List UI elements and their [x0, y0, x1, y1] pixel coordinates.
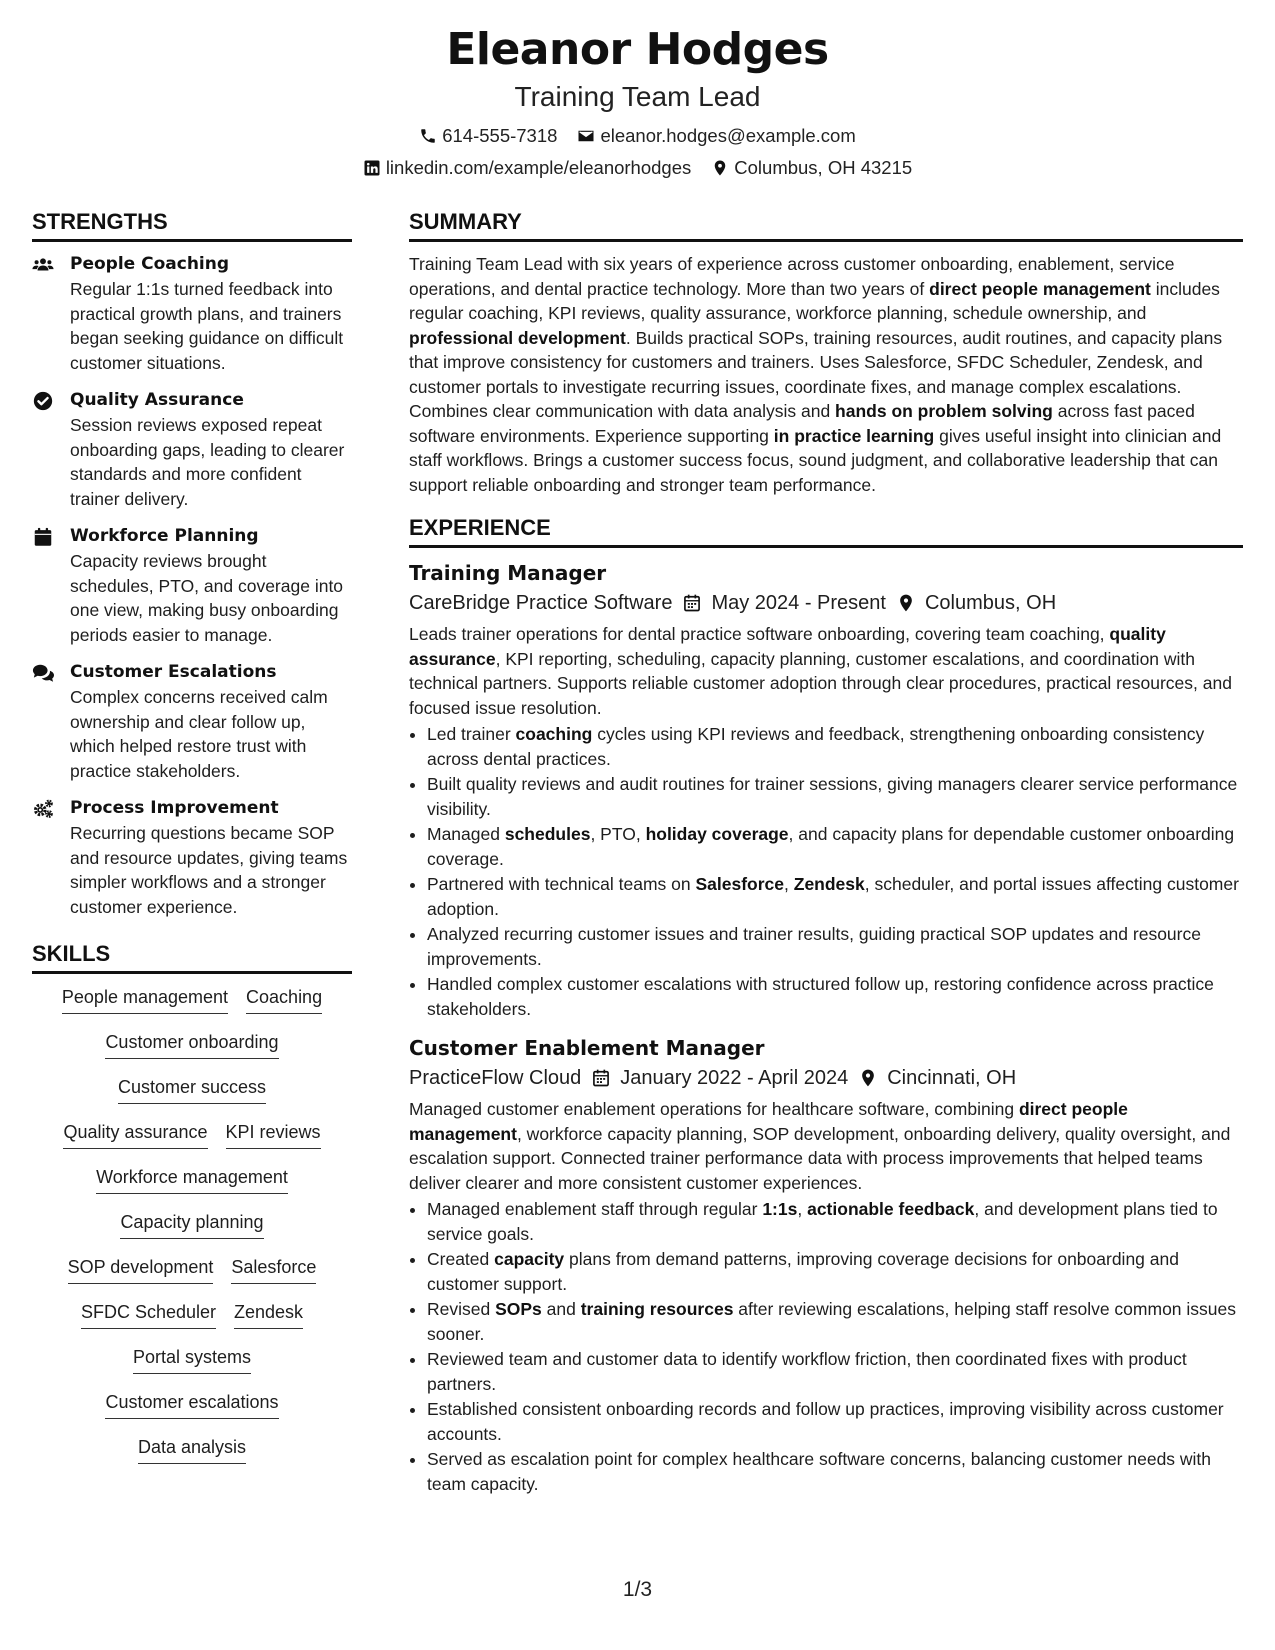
skill-tag: KPI reviews	[226, 1119, 321, 1149]
job-meta	[409, 588, 1243, 618]
skill-row	[32, 1074, 352, 1119]
bold-text: 1:1s	[762, 1199, 798, 1219]
text-segment: , PTO,	[590, 824, 646, 844]
map-marker-icon	[858, 1068, 878, 1088]
phone-text: 614-555-7318	[442, 125, 558, 146]
strength-desc: Session reviews exposed repeat onboarding gaps, leading to clearer standards and more confident trainer delivery.	[70, 415, 345, 509]
job-description	[409, 622, 1243, 720]
strength-title: People Coaching	[70, 254, 230, 274]
experience-heading: EXPERIENCE	[409, 511, 1243, 548]
strength-item	[32, 252, 352, 375]
text-segment: . Builds practical SOPs, training resources, audit routines, and capacity plans that improve consistency for customers and trainers. Uses Salesforce, SFDC Scheduler, Zendesk, and customer portals to investigate recurring issues, coordinate fixes, and manage complex escalations. Combines clear communication with data analysis and	[409, 327, 1223, 421]
strength-title: Customer Escalations	[70, 662, 277, 682]
bold-text: holiday coverage	[645, 824, 789, 844]
bold-text: capacity	[494, 1249, 565, 1269]
strength-desc: Recurring questions became SOP and resource updates, giving teams simpler workflows and a stronger customer experience.	[70, 823, 348, 917]
text-segment: Reviewed team and customer data to identify workflow friction, then coordinated fixes with product partners.	[427, 1349, 1187, 1394]
strength-title: Workforce Planning	[70, 526, 259, 546]
bold-text: schedules	[504, 824, 591, 844]
job-bullets	[409, 1197, 1243, 1496]
skill-row	[32, 1299, 352, 1344]
location-text: Cincinnati, OH	[887, 1067, 1017, 1089]
gears-icon	[32, 798, 54, 820]
dates-text: January 2022 - April 2024	[620, 1067, 849, 1089]
bold-text: SOPs	[495, 1299, 542, 1319]
bold-text: training resources	[580, 1299, 734, 1319]
bold-text: in practice learning	[773, 425, 935, 446]
job-dates	[682, 588, 886, 618]
text-segment: Created	[427, 1249, 495, 1269]
summary-text	[409, 252, 1243, 497]
text-segment: Handled complex customer escalations with structured follow up, restoring confidence across practice stakeholders.	[427, 974, 1214, 1019]
job-entry	[409, 558, 1243, 1021]
summary-heading: SUMMARY	[409, 205, 1243, 242]
skill-row	[32, 1119, 352, 1164]
right-column	[409, 205, 1243, 1497]
linkedin-contact[interactable]	[363, 152, 691, 184]
list-item	[427, 1397, 1243, 1446]
text-segment: Managed customer enablement operations for healthcare software, combining	[409, 1099, 1019, 1119]
text-segment: Partnered with technical teams on	[427, 874, 696, 894]
skills-list	[32, 984, 352, 1479]
experience-section	[409, 511, 1243, 1496]
list-item	[427, 722, 1243, 771]
company-name: PracticeFlow Cloud	[409, 1067, 582, 1089]
bold-text: hands on problem solving	[835, 401, 1053, 421]
contact-row-1	[0, 120, 1275, 152]
strengths-heading: STRENGTHS	[32, 205, 352, 242]
text-segment: Managed enablement staff through regular	[427, 1199, 763, 1219]
text-segment: Leads trainer operations for dental practice software onboarding, covering team coaching,	[409, 624, 1110, 644]
text-segment: , scheduler, and portal issues affecting customer adoption.	[427, 874, 1239, 919]
text-segment: ,	[797, 1199, 808, 1219]
strength-item	[32, 388, 352, 511]
envelope-icon	[577, 127, 595, 145]
text-segment: Established consistent onboarding records and follow up practices, improving visibility across customer accounts.	[427, 1399, 1224, 1444]
list-item	[427, 822, 1243, 871]
skill-row	[32, 1254, 352, 1299]
job-list	[409, 558, 1243, 1496]
bold-text: direct people management	[409, 1099, 1128, 1144]
text-segment: Analyzed recurring customer issues and trainer results, guiding practical SOP updates and resource improvements.	[427, 924, 1201, 969]
skill-tag: Coaching	[246, 984, 322, 1014]
skill-tag: SFDC Scheduler	[81, 1299, 216, 1329]
strength-desc: Complex concerns received calm ownership and clear follow up, which helped restore trust with practice stakeholders.	[70, 687, 328, 781]
text-segment: and	[541, 1299, 581, 1319]
list-item	[427, 922, 1243, 971]
skill-tag: Portal systems	[133, 1344, 251, 1374]
skill-tag: Workforce management	[96, 1164, 288, 1194]
linkedin-text[interactable]: linkedin.com/example/eleanorhodges	[385, 157, 692, 178]
text-segment: , KPI reporting, scheduling, capacity planning, customer escalations, and coordination with technical partners. Supports reliable customer adoption through clear procedures, practical resources, and focused issue resolution.	[409, 648, 1232, 718]
skills-heading: SKILLS	[32, 937, 352, 974]
skill-row	[32, 1434, 352, 1479]
candidate-name: Eleanor Hodges	[446, 24, 829, 75]
strength-title: Process Improvement	[70, 798, 279, 818]
linkedin-icon	[363, 159, 381, 177]
map-marker-icon	[896, 593, 916, 613]
strength-item	[32, 524, 352, 647]
location-contact	[711, 152, 912, 184]
skill-row	[32, 1344, 352, 1389]
text-segment: plans from demand patterns, improving coverage decisions for onboarding and customer support.	[427, 1249, 1179, 1294]
strength-desc: Regular 1:1s turned feedback into practical growth plans, and trainers began seeking guidance on difficult customer situations.	[70, 279, 344, 373]
skill-tag: People management	[62, 984, 228, 1014]
list-item	[427, 1447, 1243, 1496]
job-title: Training Manager	[409, 561, 607, 585]
text-segment: , and capacity plans for dependable customer onboarding coverage.	[427, 824, 1235, 869]
list-item	[427, 872, 1243, 921]
text-segment: Managed	[427, 824, 505, 844]
job-dates	[591, 1063, 848, 1093]
list-item	[427, 1247, 1243, 1296]
text-segment: Training Team Lead with six years of experience across customer onboarding, enablement, service operations, and dental practice technology. More than two years of	[409, 254, 1175, 299]
dates-text: May 2024 - Present	[711, 592, 886, 614]
text-segment: gives useful insight into clinician and staff workflows. Brings a customer success focus, sound judgment, and collaborative leadership that can support reliable onboarding and stronger team performance.	[409, 425, 1222, 495]
bold-text: professional development	[409, 327, 626, 348]
bold-text: Salesforce	[695, 874, 785, 894]
email-text[interactable]: eleanor.hodges@example.com	[600, 125, 856, 146]
list-item	[427, 1347, 1243, 1396]
phone-contact	[419, 120, 557, 152]
skill-tag: Zendesk	[234, 1299, 303, 1329]
skill-tag: Salesforce	[231, 1254, 316, 1284]
list-item	[427, 1197, 1243, 1246]
calendar-icon	[591, 1068, 611, 1088]
text-segment: ,	[784, 874, 794, 894]
skill-tag: Capacity planning	[120, 1209, 263, 1239]
text-segment: Built quality reviews and audit routines for trainer sessions, giving managers clearer service performance visibility.	[427, 774, 1238, 819]
skill-row	[32, 1209, 352, 1254]
skill-tag: Customer escalations	[105, 1389, 278, 1419]
bold-text: quality assurance	[409, 624, 1166, 669]
skill-tag: SOP development	[68, 1254, 214, 1284]
phone-icon	[419, 127, 437, 145]
job-description	[409, 1097, 1243, 1195]
job-title: Customer Enablement Manager	[409, 1036, 765, 1060]
bold-text: direct people management	[929, 278, 1151, 299]
list-item	[427, 1297, 1243, 1346]
list-item	[427, 972, 1243, 1021]
text-segment: across fast paced software environments. Experience supporting	[409, 401, 1195, 446]
page-number: 1/3	[622, 1578, 653, 1601]
skill-row	[32, 1164, 352, 1209]
email-contact[interactable]	[577, 120, 855, 152]
strength-item	[32, 660, 352, 783]
calendar-icon	[32, 526, 54, 548]
job-entry	[409, 1033, 1243, 1496]
skill-tag: Quality assurance	[63, 1119, 207, 1149]
text-segment: Served as escalation point for complex healthcare software concerns, balancing customer needs with team capacity.	[427, 1449, 1212, 1494]
candidate-title: Training Team Lead	[514, 81, 761, 112]
users-icon	[32, 254, 54, 276]
map-marker-icon	[711, 159, 729, 177]
job-location	[858, 1063, 1016, 1093]
skill-tag: Customer onboarding	[105, 1029, 278, 1059]
job-location	[896, 588, 1056, 618]
comments-icon	[32, 662, 54, 684]
skill-row	[32, 1029, 352, 1074]
skill-row	[32, 1389, 352, 1434]
job-meta	[409, 1063, 1243, 1093]
text-segment: , and development plans tied to service goals.	[427, 1199, 1218, 1244]
skill-row	[32, 984, 352, 1029]
bold-text: Zendesk	[793, 874, 865, 894]
job-bullets	[409, 722, 1243, 1021]
left-column	[32, 205, 352, 1479]
text-segment: Revised	[427, 1299, 496, 1319]
text-segment: includes regular coaching, KPI reviews, quality assurance, workforce planning, schedule ownership, and	[409, 278, 1220, 323]
contact-row-2	[0, 152, 1275, 184]
skill-tag: Customer success	[118, 1074, 266, 1104]
calendar-icon	[682, 593, 702, 613]
bold-text: coaching	[515, 724, 593, 744]
resume-header	[0, 20, 1275, 184]
text-segment: after reviewing escalations, helping staff resolve common issues sooner.	[427, 1299, 1236, 1344]
strength-item	[32, 796, 352, 919]
bold-text: actionable feedback	[807, 1199, 975, 1219]
location-text: Columbus, OH	[924, 592, 1057, 614]
strength-desc: Capacity reviews brought schedules, PTO, and coverage into one view, making busy onboarding periods easier to manage.	[70, 551, 344, 645]
text-segment: Led trainer	[427, 724, 516, 744]
text-segment: cycles using KPI reviews and feedback, strengthening onboarding consistency across dental practices.	[427, 724, 1205, 769]
list-item	[427, 772, 1243, 821]
strength-title: Quality Assurance	[70, 390, 244, 410]
text-segment: , workforce capacity planning, SOP development, onboarding delivery, quality oversight, and escalation support. Connected trainer performance data with process improvements that helped teams deliver clearer and more consistent customer experiences.	[409, 1123, 1231, 1193]
check-circle-icon	[32, 390, 54, 412]
company-name: CareBridge Practice Software	[409, 592, 673, 614]
skill-tag: Data analysis	[138, 1434, 246, 1464]
location-text: Columbus, OH 43215	[734, 157, 913, 178]
